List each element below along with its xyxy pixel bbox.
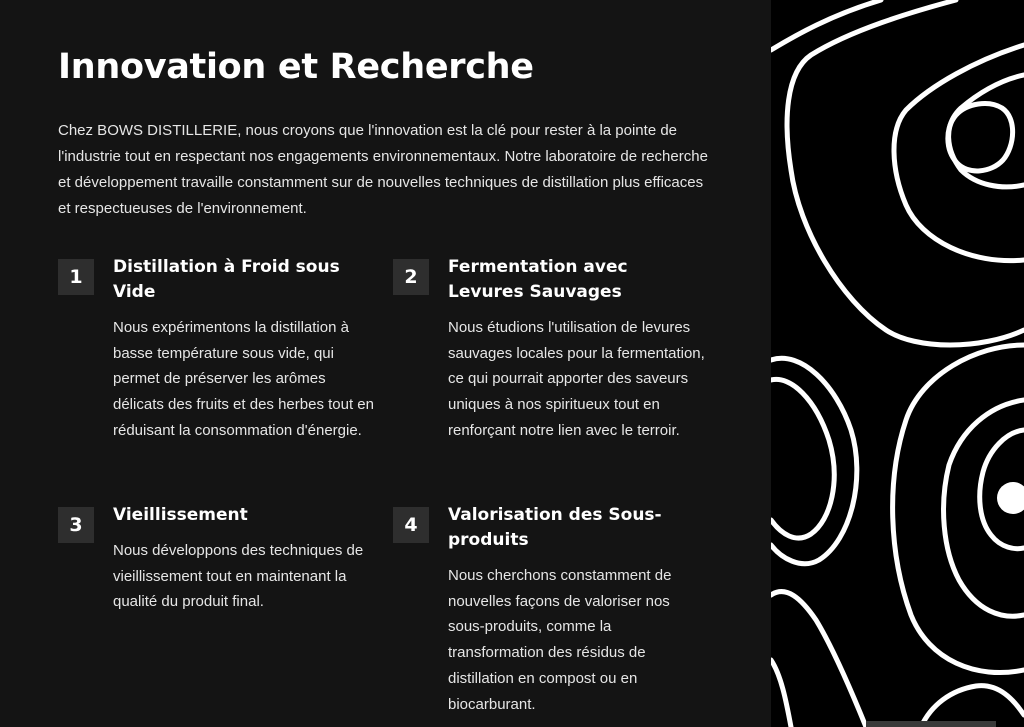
item-description: Nous étudions l'utilisation de levures sauvages locales pour la fermentation, ce qui pourrait apporter des saveurs uniques à nos spiritueux tout en renforçant notre lien avec le terroir. <box>448 319 705 439</box>
item-title: Fermentation avec Levures Sauvages <box>448 257 628 302</box>
scroll-indicator <box>866 721 996 727</box>
item-description: Nous expérimentons la distillation à basse température sous vide, qui permet de préserver les arômes délicats des fruits et des herbes tout en réduisant la consommation d'énergie. <box>113 319 374 439</box>
item-number-badge: 4 <box>393 507 429 543</box>
section-intro: Chez BOWS DISTILLERIE, nous croyons que l'innovation est la clé pour rester à la pointe de l'industrie tout en respectant nos engagements environnementaux. Notre laboratoire de recherche et développement travaille constamment sur de nouvelles techniques de distillation plus efficaces et respectueuses de l'environnement. <box>58 122 708 217</box>
item-number-badge: 2 <box>393 259 429 295</box>
topographic-lines-image <box>771 0 1024 727</box>
item-description: Nous développons des techniques de vieillissement tout en maintenant la qualité du produit final. <box>113 542 364 611</box>
item-title: Distillation à Froid sous Vide <box>113 257 340 302</box>
section-title: Innovation et Recherche <box>58 47 534 87</box>
item-description: Nous cherchons constamment de nouvelles façons de valoriser nos sous-produits, comme la transformation des résidus de distillation en compost ou en biocarburant. <box>448 567 672 713</box>
item-title: Valorisation des Sous-produits <box>448 505 662 550</box>
item-title: Vieillissement <box>113 505 248 525</box>
item-number-badge: 1 <box>58 259 94 295</box>
topographic-decoration <box>771 0 1024 727</box>
item-number-badge: 3 <box>58 507 94 543</box>
